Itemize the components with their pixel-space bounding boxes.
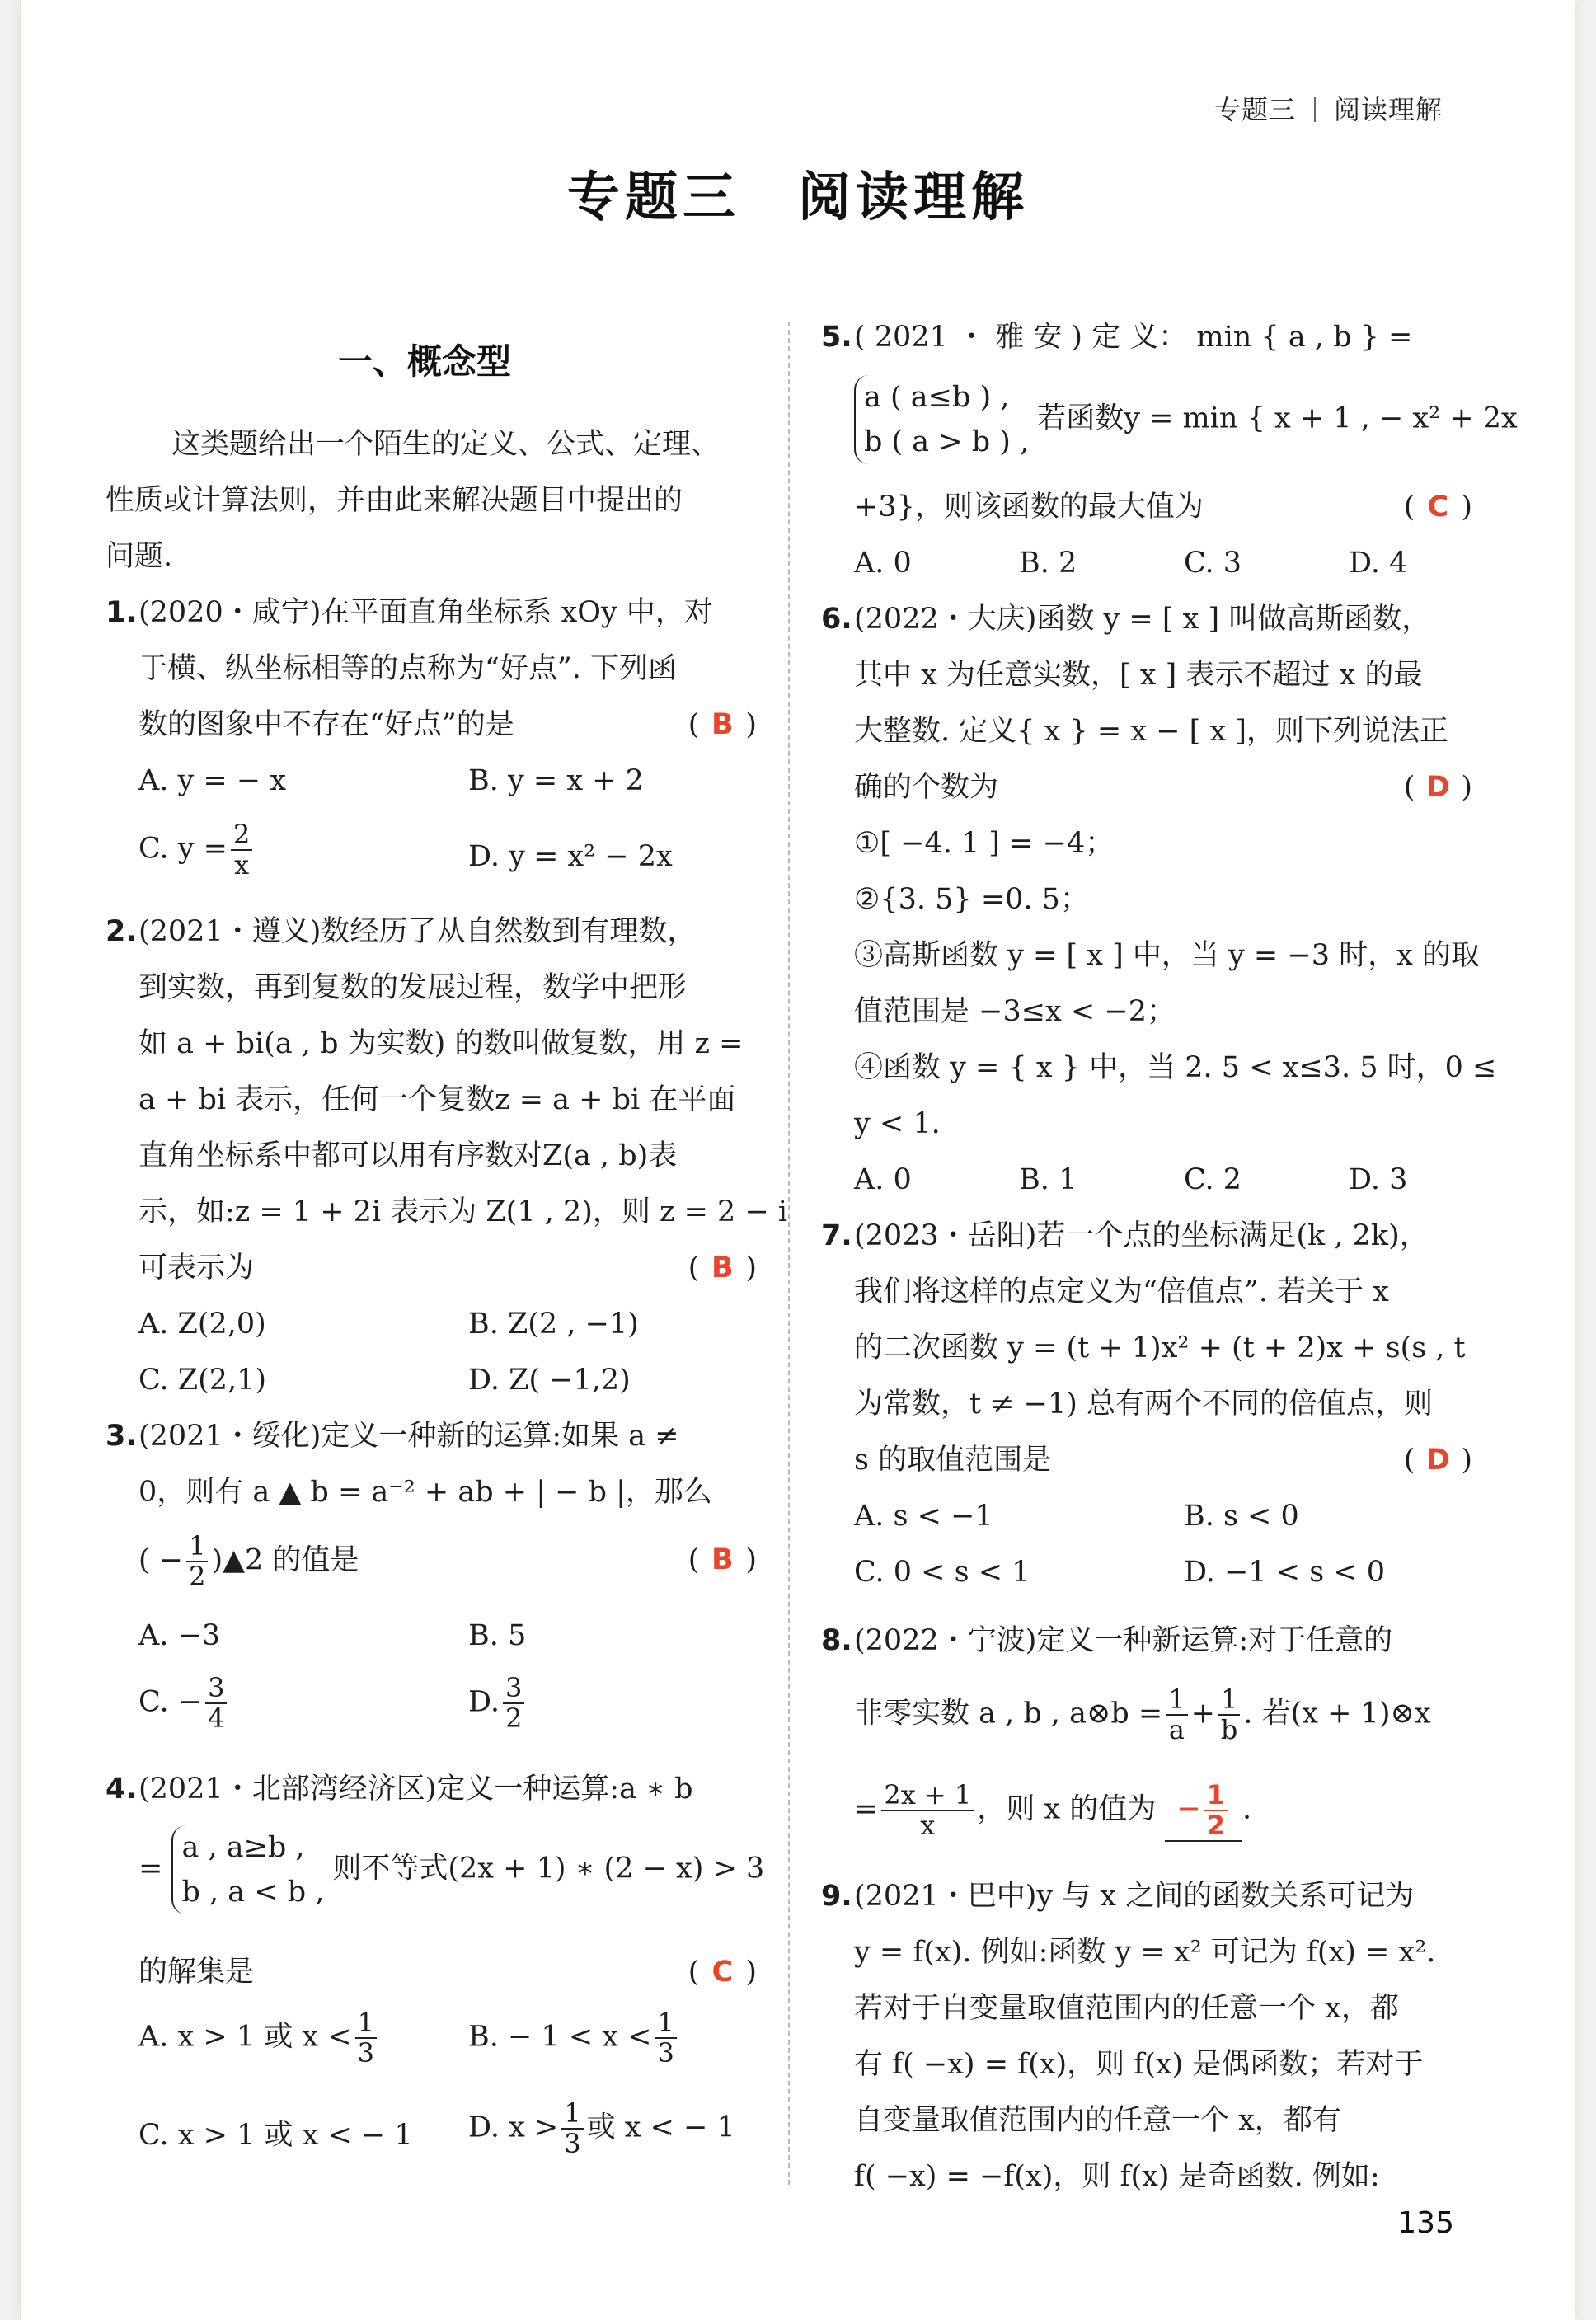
question-text-line: 如 a + bi(a , b 为实数) 的数叫做复数，用 z = <box>138 1027 744 1060</box>
question-text-line: a + bi 表示，任何一个复数z = a + bi 在平面 <box>138 1083 736 1116</box>
answer-letter: C <box>1427 491 1449 524</box>
option-b: B. s < 0 <box>1184 1500 1299 1533</box>
fraction: $\frac{3}{2}$ <box>503 1674 524 1733</box>
answer-bracket: ( D ) <box>1404 759 1472 815</box>
option-d: D. y = x² − 2x <box>468 840 673 873</box>
answer-blank <box>1165 1781 1242 1842</box>
statement-4: ④函数 y = { x } 中，当 2. 5 < x≤3. 5 时，0 ≤ <box>854 1051 1497 1084</box>
fraction: $\frac{2}{x}$ <box>231 820 252 880</box>
question-text-line: (2021・绥化)定义一种新的运算:如果 a ≠ <box>138 1420 679 1453</box>
option-d: D. 3 <box>1349 1163 1408 1196</box>
answer-letter: B <box>711 708 734 741</box>
answer-letter: D <box>1425 771 1450 804</box>
option-c: C. − $\frac{3}{4}$ <box>138 1674 230 1733</box>
question-text-line: 0，则有 a ▲ b = a⁻² + ab + | − b |，那么 <box>138 1476 712 1509</box>
option-a: A. y = − x <box>138 764 287 797</box>
question-text-line: 确的个数为 <box>854 771 999 804</box>
option-a: A. −3 <box>138 1619 221 1652</box>
question-number: 5. <box>821 321 852 354</box>
fraction: $\frac{2x + 1}{x}$ <box>881 1781 974 1840</box>
brace: a , a≥b , b , a < b , <box>171 1825 324 1914</box>
question-text-line: 的二次函数 y = (t + 1)x² + (t + 2)x + s(s , t <box>854 1331 1466 1364</box>
question-text-line: 示，如:z = 1 + 2i 表示为 Z(1 , 2)，则 z = 2 − i <box>138 1195 788 1228</box>
option-d: D. Z( −1,2) <box>468 1364 631 1397</box>
option-a: A. x > 1 或 x < $\frac{1}{3}$ <box>138 2008 380 2068</box>
page-title <box>21 155 1575 231</box>
question-text-line: (2020・咸宁)在平面直角坐标系 xOy 中，对 <box>138 596 713 629</box>
answer-bracket: ( B ) <box>688 1240 757 1296</box>
answer-bracket: ( B ) <box>688 1532 757 1588</box>
option-c: C. y = $\frac{2}{x}$ <box>138 820 256 880</box>
question-text-line: 数的图象中不存在“好点”的是 <box>138 708 514 741</box>
question-text-line: f( −x) = −f(x)，则 f(x) 是奇函数. 例如: <box>854 2160 1380 2193</box>
statement-1: ①[ −4. 1 ] = −4； <box>854 827 1115 860</box>
section-heading: 一、概念型 <box>338 341 512 382</box>
question-text-line: 其中 x 为任意实数，[ x ] 表示不超过 x 的最 <box>854 659 1423 692</box>
brace: a ( a≤b ) , b ( a > b ) , <box>854 375 1029 464</box>
question-text-line: 大整数. 定义{ x } = x − [ x ]，则下列说法正 <box>854 715 1448 748</box>
page-number: 135 <box>1397 2206 1454 2240</box>
option-b: B. y = x + 2 <box>468 764 644 797</box>
answer-fraction: $\frac{1}{2}$ <box>1204 1781 1228 1840</box>
option-c: C. 0 < s < 1 <box>854 1556 1030 1589</box>
answer-bracket: ( C ) <box>688 1944 757 2000</box>
question-number: 2. <box>106 915 137 948</box>
fraction: $\frac{1}{3}$ <box>561 2099 583 2158</box>
answer-bracket: ( B ) <box>688 697 757 753</box>
question-number: 8. <box>821 1624 852 1657</box>
question-text-line: (2022・宁波)定义一种新运算:对于任意的 <box>854 1624 1393 1657</box>
option-a: A. 0 <box>854 1163 912 1196</box>
option-b: B. 1 <box>1019 1163 1077 1196</box>
option-a: A. Z(2,0) <box>138 1308 266 1341</box>
running-head-title: 阅读理解 <box>1333 94 1443 125</box>
piecewise-definition: a ( a≤b ) , b ( a > b ) , 若函数y = min { x + 1 , − x² + 2x <box>854 375 1518 464</box>
option-c: C. Z(2,1) <box>138 1364 267 1397</box>
running-head <box>1214 89 1443 127</box>
question-text-line: 到实数，再到复数的发展过程，数学中把形 <box>138 971 688 1004</box>
question-text-line: 于横、纵坐标相等的点称为“好点”. 下列函 <box>138 652 678 685</box>
page-title-text: 阅读理解 <box>798 167 1029 228</box>
intro-line-3: 问题. <box>106 540 173 573</box>
question-text-line: 为常数，t ≠ −1) 总有两个不同的倍值点，则 <box>854 1388 1434 1421</box>
option-b: B. Z(2 , −1) <box>468 1308 639 1341</box>
question-text-line: s 的取值范围是 <box>854 1444 1052 1477</box>
piecewise-definition: = a , a≥b , b , a < b , 则不等式(2x + 1) ∗ (2 − x) > 3 <box>138 1825 764 1914</box>
answer-letter: B <box>711 1543 734 1576</box>
question-expression: ( − $\frac{1}{2}$ )▲2 的值是 <box>138 1530 359 1593</box>
option-c: C. x > 1 或 x < − 1 <box>138 2119 413 2152</box>
question-number: 7. <box>821 1219 852 1252</box>
fraction: $\frac{1}{b}$ <box>1218 1685 1240 1745</box>
page-title-part: 专题三 <box>567 167 740 228</box>
question-text-line: 我们将这样的点定义为“倍值点”. 若关于 x <box>854 1275 1389 1308</box>
question-number: 4. <box>106 1773 137 1806</box>
question-text-line: +3}，则该函数的最大值为 <box>854 491 1204 524</box>
statement-2: ②{3. 5} =0. 5； <box>854 883 1089 916</box>
running-head-separator <box>1314 97 1316 122</box>
option-b: B. 2 <box>1019 547 1077 580</box>
question-text-line: 自变量取值范围内的任意一个 x，都有 <box>854 2104 1341 2137</box>
question-text-line: (2022・大庆)函数 y = [ x ] 叫做高斯函数， <box>854 603 1431 636</box>
fraction: $\frac{3}{4}$ <box>205 1674 227 1733</box>
question-text-line: (2021・北部湾经济区)定义一种运算:a ∗ b <box>138 1773 693 1806</box>
question-text-line: y = f(x). 例如:函数 y = x² 可记为 f(x) = x². <box>854 1936 1436 1969</box>
answer-letter: B <box>711 1252 734 1284</box>
question-text-line: 可表示为 <box>138 1252 255 1284</box>
option-b: B. 5 <box>468 1619 527 1652</box>
question-number: 3. <box>106 1420 137 1453</box>
option-c: C. 3 <box>1184 547 1242 580</box>
question-text-line: ( 2021 ・ 雅 安 ) 定 义： min { a , b } = <box>854 321 1413 354</box>
fraction: $\frac{1}{a}$ <box>1166 1685 1187 1745</box>
answer-bracket: ( D ) <box>1404 1432 1472 1488</box>
question-text-line: (2023・岳阳)若一个点的坐标满足(k , 2k)， <box>854 1219 1429 1252</box>
option-d: D. −1 < s < 0 <box>1184 1556 1386 1589</box>
statement-3: ③高斯函数 y = [ x ] 中，当 y = −3 时，x 的取 <box>854 939 1480 972</box>
question-number: 9. <box>821 1880 852 1913</box>
answer-letter: D <box>1425 1444 1450 1477</box>
textbook-page <box>21 0 1575 2320</box>
question-text-line: 有 f( −x) = f(x)，则 f(x) 是偶函数；若对于 <box>854 2048 1424 2081</box>
statement-4-cont: y < 1. <box>854 1107 941 1140</box>
question-text-line: 若对于自变量取值范围内的任意一个 x，都 <box>854 1992 1399 2025</box>
fraction: $\frac{1}{3}$ <box>355 2008 377 2068</box>
running-head-part: 专题三 <box>1213 94 1296 125</box>
answer-letter: C <box>711 1956 734 1989</box>
question-text-line: 的解集是 <box>138 1956 255 1989</box>
option-b: B. − 1 < x < $\frac{1}{3}$ <box>468 2008 680 2068</box>
question-number: 1. <box>106 596 137 629</box>
option-a: A. s < −1 <box>854 1500 993 1533</box>
intro-line-2: 性质或计算法则，并由此来解决题目中提出的 <box>106 484 683 517</box>
answer-sign: − <box>1176 1792 1201 1826</box>
answer-bracket: ( C ) <box>1404 479 1472 535</box>
statement-3-cont: 值范围是 −3≤x < −2； <box>854 995 1176 1028</box>
option-c: C. 2 <box>1184 1163 1242 1196</box>
column-divider <box>788 322 790 2185</box>
question-text-line: (2021・巴中)y 与 x 之间的函数关系可记为 <box>854 1880 1415 1913</box>
option-d: D. 4 <box>1349 547 1408 580</box>
question-number: 6. <box>821 603 852 636</box>
question-text-line: 直角坐标系中都可以用有序数对Z(a , b)表 <box>138 1139 678 1172</box>
question-text-line: (2021・遵义)数经历了从自然数到有理数， <box>138 915 697 948</box>
question-expression: = $\frac{2x + 1}{x}$ ，则 x 的值为 − $\frac{1}{2}$ . <box>854 1779 1252 1842</box>
option-d: D. $\frac{3}{2}$ <box>468 1674 528 1733</box>
option-d: D. x > $\frac{1}{3}$ 或 x < − 1 <box>468 2097 735 2160</box>
intro-line-1: 这类题给出一个陌生的定义、公式、定理、 <box>171 428 721 461</box>
fraction: $\frac{1}{3}$ <box>655 2008 676 2068</box>
fraction: $\frac{1}{2}$ <box>186 1532 208 1591</box>
option-a: A. 0 <box>854 547 912 580</box>
question-expression: 非零实数 a , b , a⊗b = $\frac{1}{a}$ + $\frac{1}{b}$ . 若(x + 1)⊗x <box>854 1684 1431 1746</box>
